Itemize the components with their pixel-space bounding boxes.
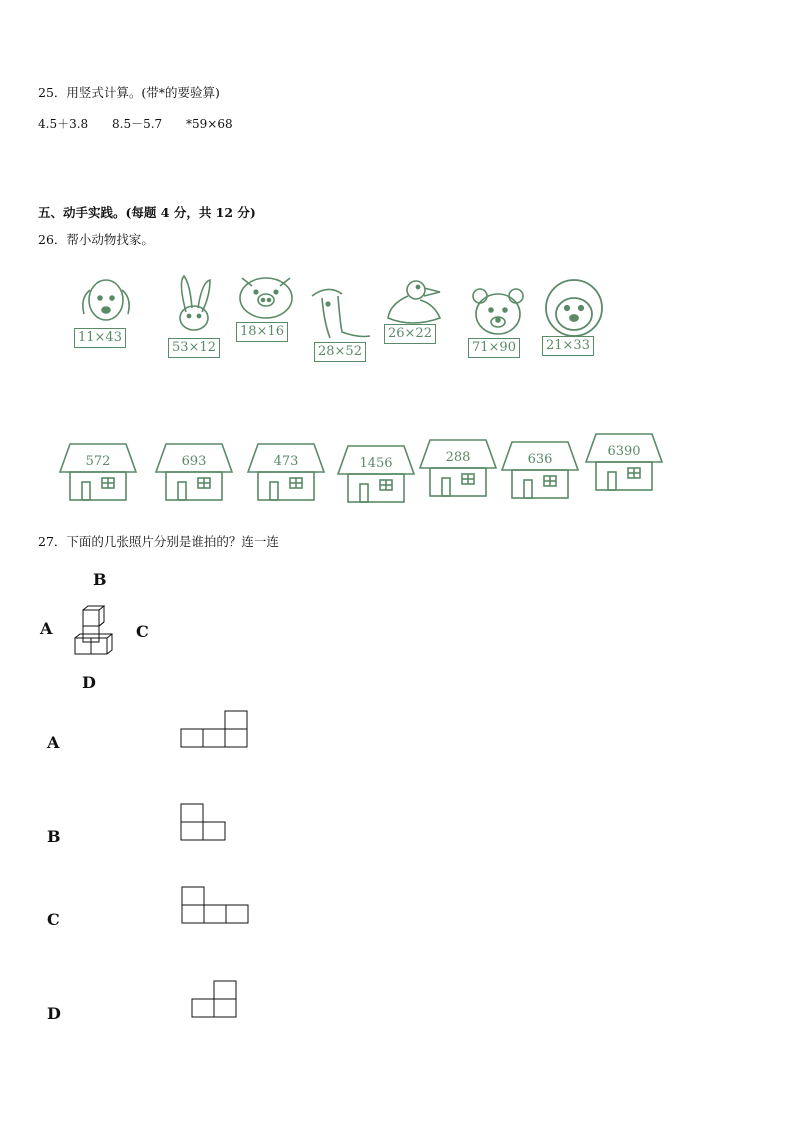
monkey-sign: 21×33 [542, 336, 594, 356]
house-6390 [584, 432, 664, 494]
house-473 [246, 442, 326, 504]
house-636 [500, 440, 580, 502]
q25-title: 25．用竖式计算。(带*的要验算) [38, 85, 220, 100]
house-number: 572 [85, 454, 111, 469]
rabbit-sign: 53×12 [168, 338, 220, 358]
house-number: 473 [273, 454, 299, 469]
view-d-figure [191, 980, 241, 1020]
view-label-b: B [47, 827, 61, 846]
q25-expressions [38, 115, 253, 132]
goat-icon [308, 282, 378, 366]
direction-left-label: A [40, 619, 53, 638]
dog-icon [72, 276, 140, 356]
pig-sign: 18×16 [236, 322, 288, 342]
house-number: 693 [181, 454, 207, 469]
view-b-figure [180, 803, 230, 843]
duck-sign: 26×22 [384, 324, 436, 344]
q26-title: 26．帮小动物找家。 [38, 232, 154, 247]
duck-icon [382, 278, 452, 350]
house-1456 [336, 444, 416, 506]
section5-title: 五、动手实践。(每题 4 分，共 12 分) [38, 205, 256, 220]
bear-icon [466, 288, 530, 364]
bear-sign: 71×90 [468, 338, 520, 358]
house-number: 1456 [359, 456, 393, 471]
house-number: 636 [527, 452, 553, 467]
view-label-a: A [47, 733, 60, 752]
expr-3: *59×68 [186, 117, 233, 131]
direction-top-label: B [93, 570, 107, 589]
house-number: 6390 [607, 444, 641, 459]
view-c-figure [181, 886, 251, 926]
direction-right-label: C [136, 622, 149, 641]
view-label-d: D [47, 1004, 61, 1023]
view-label-c: C [47, 910, 60, 929]
house-288 [418, 438, 498, 500]
expr-1: 4.5＋3.8 [38, 117, 89, 131]
goat-sign: 28×52 [314, 342, 366, 362]
pig-icon [234, 272, 298, 352]
expr-2: 8.5－5.7 [112, 117, 163, 131]
dog-sign: 11×43 [74, 328, 126, 348]
cube-stack-figure [70, 604, 120, 658]
direction-bottom-label: D [82, 673, 96, 692]
view-a-figure [180, 710, 250, 750]
q27-title: 27．下面的几张照片分别是谁拍的？连一连 [38, 534, 279, 549]
house-572 [58, 442, 138, 504]
monkey-icon [540, 278, 610, 360]
rabbit-icon [162, 272, 226, 362]
house-number: 288 [445, 450, 471, 465]
house-693 [154, 442, 234, 504]
